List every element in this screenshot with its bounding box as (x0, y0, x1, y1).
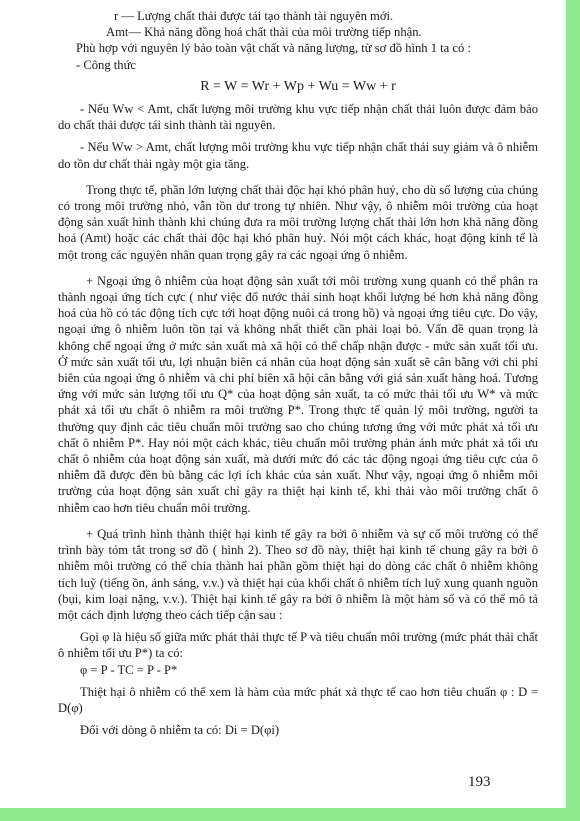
paragraph-case-2: - Nếu Ww > Amt, chất lượng môi trường khu vực tiếp nhận chất thải suy giảm và ô nhiễm do tồn dư chất thải ngày một gia tăng. (58, 140, 538, 171)
paragraph-para-1: Trong thực tế, phần lớn lượng chất thải độc hại khó phân huỷ, cho dù số lượng của chúng có trong môi trường nhỏ, vẫn tồn dư trong tự nhiên. Như vậy, ô nhiễm môi trường của hoạt động sản xuất hình thành khi chúng đưa ra môi trường lượng chất thải lớn hơn khả năng đồng hoá (Amt) hoặc các chất thải độc hại khó phân huỷ. Nói một cách khác, hoạt động kinh tế là một trong các nguyên nhân quan trọng gây ra các ngoại ứng ô nhiễm. (58, 182, 538, 262)
paragraph-para-5: Thiệt hại ô nhiễm có thể xem là hàm của mức phát xả thực tế cao hơn tiêu chuẩn φ : D = D(φ) (58, 684, 538, 715)
paragraph-eq-1: φ = P - TC = P - P* (80, 662, 178, 677)
page-number: 193 (468, 774, 491, 790)
paragraph-para-6: Đối với dòng ô nhiễm ta có: Di = D(φi) (80, 723, 280, 738)
paragraph-formula: R = W = Wr + Wp + Wu = Ww + r (200, 78, 396, 94)
paragraph-def-r: r — Lượng chất thải được tái tạo thành tài nguyên mới. (114, 9, 394, 23)
page-text (58, 8, 538, 738)
paragraph-formula-label: - Công thức (76, 57, 136, 72)
paragraph-para-4: Gọi φ là hiệu số giữa mức phát thải thực tế P và tiêu chuẩn môi trường (mức phát thải chất ô nhiễm tối ưu P*) ta có: (58, 630, 538, 661)
paragraph-def-amt: Amt— Khả năng đồng hoá chất thải của môi trường tiếp nhận. (106, 25, 422, 40)
paragraph-para-3: + Quá trình hình thành thiệt hại kinh tế gây ra bởi ô nhiễm và sự cố môi trường có thể trình bày tóm tắt trong sơ đồ ( hình 2). Theo sơ đồ này, thiệt hại kinh tế chung gây ra bởi ô nhiễm môi trường có thể chia thành hai phần gồm thiệt hại do dòng các chất ô nhiễm không tích luỹ (tiếng ồn, ánh sáng, v.v.) và thiệt hại của khối chất ô nhiễm tích luỹ xung quanh nguồn (bụi, kim loại nặng, v.v.). Thiệt hại kinh tế gây ra bởi ô nhiễm là một hàm số và có thể mô tả một cách định lượng theo cách tiếp cận sau : (58, 526, 538, 622)
paragraph-para-2: + Ngoại ứng ô nhiễm của hoạt động sản xuất tới môi trường xung quanh có thể phân ra thành ngoại ứng tích cực ( như việc đổ nước thải sinh hoạt khối lượng bé hơn khả năng đồng hoá của hồ có tác động tích cực tới hoạt động nuôi cá trong hồ) và ngoại ứng tiêu cực. Do vậy, ngoại ứng ô nhiễm luôn tồn tại và không nhất thiết cần phải loại bỏ. Vấn đề quan trọng là không chế ngoại ứng ở mức sản xuất mà xã hội có thể chấp nhận được - mức sản xuất tối ưu. Ở mức sản xuất tối ưu, lợi nhuận biên cá nhân của hoạt động sản xuất sẽ cân bằng với chi phí biên của ngoại ứng ô nhiễm và chi phí biên xã hội cân bằng với giá sản xuất hàng hoá. Tương ứng với mức sản lượng tối ưu Q* của hoạt động sản xuất, ta có mức thải tối ưu W* và mức phát xả tối ưu chất ô nhiễm ra môi trường P*. Trong thực tế quản lý môi trường, người ta thường quy định các tiêu chuẩn môi trường sao cho chúng tương ứng với mức phát xả tối ưu chất ô nhiễm P*. Hay nói một cách khác, tiêu chuẩn môi trường phản ánh mức phát xả tối ưu chất ô nhiễm của hoạt động sản xuất, mà dưới mức đó các tác động ngoại ứng tiêu cực của ô nhiễm đã được đền bù bằng các lợi ích khác của sản xuất. Như vậy, ngoại ứng ô nhiễm môi trường của hoạt động sản xuất chỉ gây ra thiệt hại kinh tế, khi thải vào môi trường chất ô nhiễm cao hơn tiêu chuẩn môi trường. (58, 273, 538, 515)
paragraph-case-1: - Nếu Ww < Amt, chất lượng môi trường khu vực tiếp nhận chất thải luôn được đảm bảo do chất thải được tái sinh thành tài nguyên. (58, 102, 538, 133)
paragraph-intro: Phù hợp với nguyên lý bảo toàn vật chất và năng lượng, từ sơ đồ hình 1 ta có : (76, 41, 471, 56)
